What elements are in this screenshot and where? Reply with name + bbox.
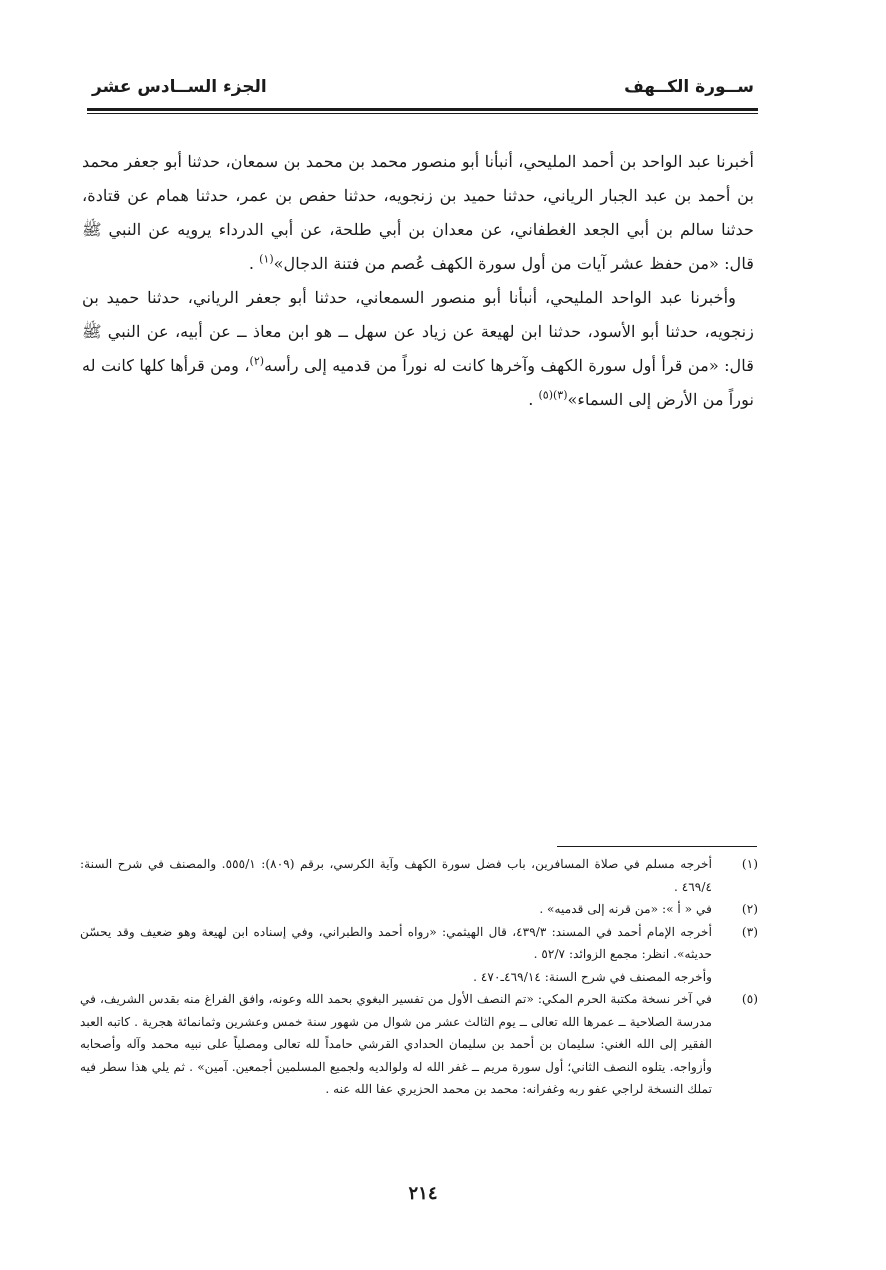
footnote-ref: (٢) xyxy=(249,354,265,368)
footnote-3-continued xyxy=(80,966,758,989)
footnote-number: (٥) xyxy=(741,992,758,1006)
paragraph-2: وأخبرنا عبد الواحد المليحي، أنبأنا أبو منصور السمعاني، حدثنا أبو جعفر الرياني، حدثنا حميد بن زنجويه، حدثنا أبو الأسود، حدثنا ابن لهيعة عن زياد عن سهل ــ هو ابن معاذ ــ عن أبيه، عن النبي ﷺ قال: «من قرأ أول سورة الكهف وآخرها كانت له نوراً من قدميه إلى رأسه$^{(٢)}$، ومن قرأها كلها كانت له نوراً من الأرض إلى السماء»$^{(٣)(٥)}$ . xyxy=(82,288,754,409)
footnote-5 xyxy=(80,988,758,1101)
footnote-1 xyxy=(80,853,758,898)
footnote-text: في آخر نسخة مكتبة الحرم المكي: «تم النصف الأول من تفسير البغوي بحمد الله وعونه، وافق الفراغ منه بقدس الشريف، في مدرسة الصلاحية ــ عمرها الله تعالى ــ يوم الثالث عشر من شوال من شهور سنة خمس وعشرين وثمانمائة هجرية . كاتبه العبد الفقير إلى الله الغني: سليمان بن أحمد بن سليمان الحدادي القرشي حامداً لله تعالى ومصلياً على نبيه محمد وآله وأصحابه وأزواجه. يتلوه النصف الثاني؛ أول سورة مريم ــ غفر الله له ولوالديه ولجميع المسلمين أجمعين. آمين» . ثم يلي هذا سطر فيه تملك النسخة لراجي عفو ربه وغفرانه: محمد بن محمد الحزيري عفا الله عنه . xyxy=(80,992,712,1096)
footnote-text: أخرجه الإمام أحمد في المسند: ٤٣٩/٣، قال الهيثمي: «رواه أحمد والطبراني، وفي إسناده ابن لهيعة وهو ضعيف وقد يحسّن حديثه». انظر: مجمع الزوائد: ٥٢/٧ . xyxy=(80,924,712,961)
footnote-2 xyxy=(80,898,758,921)
header-rule xyxy=(87,108,758,111)
footnote-text: أخرجه مسلم في صلاة المسافرين، باب فضل سورة الكهف وآية الكرسي، برقم (٨٠٩): ٥٥٥/١. والمصنف في شرح السنة: ٤٦٩/٤ . xyxy=(80,857,712,894)
surah-title: ســورة الكــهف xyxy=(624,77,754,97)
running-header xyxy=(92,70,754,104)
main-text xyxy=(82,145,754,417)
footnote-number: (٢) xyxy=(741,902,758,916)
footnote-3 xyxy=(80,921,758,966)
footnotes xyxy=(80,853,758,1101)
footnote-separator xyxy=(557,846,757,847)
footnote-number: (١) xyxy=(741,857,758,871)
header-rule-thin xyxy=(87,113,758,114)
footnote-number: (٣) xyxy=(741,924,758,939)
footnote-ref: (٣)(٥) xyxy=(538,388,568,402)
paragraph-1: أخبرنا عبد الواحد بن أحمد المليحي، أنبأنا أبو منصور محمد بن محمد بن سمعان، حدثنا أبو جعفر محمد بن أحمد بن عبد الجبار الرياني، حدثنا حميد بن زنجويه، حدثنا حفص بن عمر، حدثنا همام عن قتادة، حدثنا سالم بن أبي الجعد الغطفاني، عن معدان بن أبي طلحة، عن أبي الدرداء يرويه عن النبي ﷺ قال: «من حفظ عشر آيات من أول سورة الكهف عُصم من فتنة الدجال»$^{(١)}$ . xyxy=(82,152,754,273)
footnote-text: وأخرجه المصنف في شرح السنة: ٤٦٩/١٤ـ٤٧٠ . xyxy=(473,969,712,984)
juz-title: الجزء الســادس عشر xyxy=(92,77,267,97)
page-number: ٢١٤ xyxy=(408,1183,438,1204)
footnote-text: في « أ »: «من قرنه إلى قدميه» . xyxy=(539,902,712,916)
footnote-ref: (١) xyxy=(259,252,274,266)
